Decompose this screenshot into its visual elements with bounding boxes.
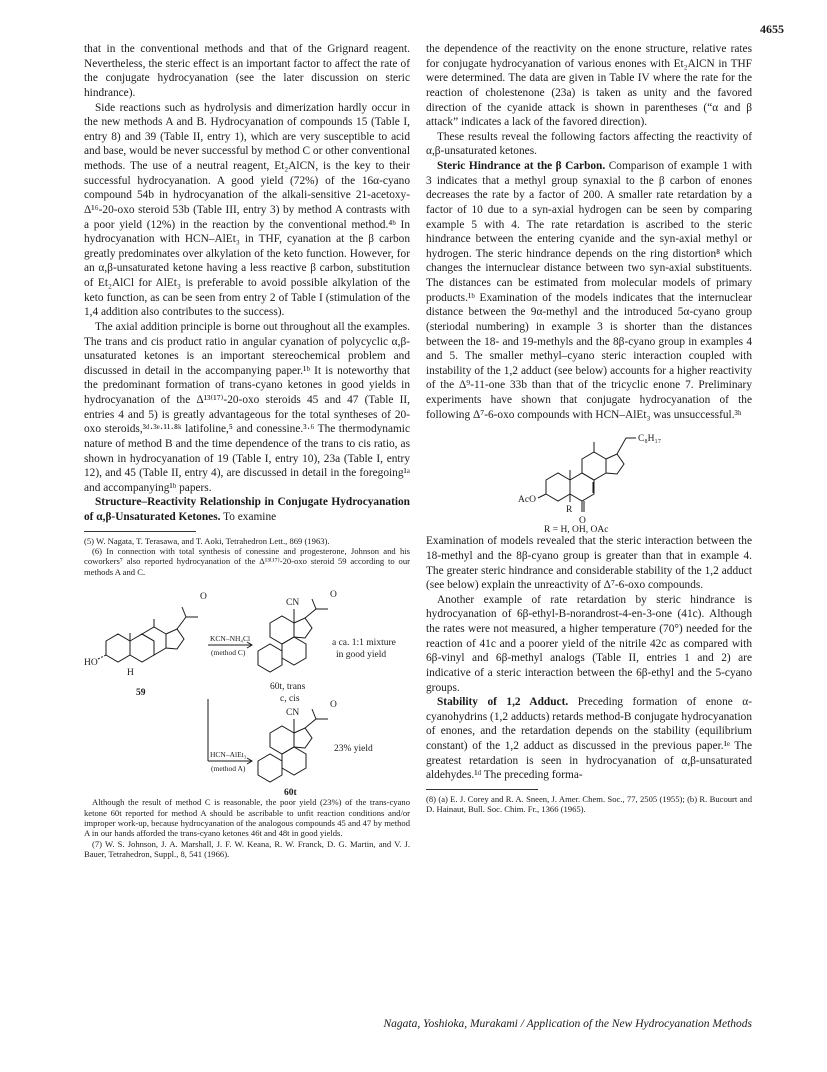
footnote-rule	[84, 531, 196, 532]
method-a-label: (method A)	[211, 764, 246, 774]
result-2-yield: 23% yield	[334, 744, 373, 755]
scheme-note: Although the result of method C is reasonable, the poor yield (23%) of the trans-cyano ketone 60t reported for method A should be ascribable to unfit reaction conditions and/or improper work-up, because hydrocyanation of the analogous compounds 45 and 47 by method A in our hands afforded the trans-cyano ketones 46t and 48t in good yields.	[84, 797, 410, 839]
right-paragraph-3: Comparison of example 1 with 3 indicates that a methyl group synaxial to the β carbon of enones decreases the rate by a factor of 200. A smaller rate retardation by a factor of 10 due to a syn-axial hydrogen can be seen by comparing example 5 with 4. The rate retardation is ascribed to the steric hindrance between the entering cyanide and the syn-axial methyl or hydrogen. The steric hindrance depends on the ring distortion⁸ which changes the internuclear distance between two syn-axial substituents. The distances can be estimated from molecular models of primary products.¹ᵇ Examination of the models indicates that the internuclear distance between the 9α-methyl and the introduced 5α-cyano group (steriodal numbering) in example 3 is shorter than the distances between the 18- and 19-methyls and the 8β-cyano group in examples 4 and 5. The smaller methyl–cyano steric interaction coupled with instability of the 1,2 adduct (see below) accounts for a higher reactivity of the Δ⁹-11-one 33b than that of the tricyclic enone 7. Preliminary experiments have shown that conjugate hydrocyanation of the following Δ⁷-6-oxo compounds with HCN–AlEt₃ was unsuccessful.³ʰ	[426, 160, 752, 421]
footnote-8: (8) (a) E. J. Corey and R. A. Sneen, J. Amer. Chem. Soc., 77, 2505 (1955); (b) R. Bucourt and D. Hainaut, Bull. Soc. Chim. Fr., 1366 (1965).	[426, 793, 752, 815]
right-paragraph-5: Another example of rate retardation by steric hindrance is hydrocyanation of 6β-ethyl-B-norandrost-4-en-3-one (41c). Although the rates were not measured, a higher temperature (70°) needed for the reaction of 41c and a poorer yield of the nitrile 42c as compared with 6β-vinyl and 6β-methyl analogs (Table II, entries 1 and 2) are indicative of a steric interaction between the 6β-ethyl and the 5-cyano groups.	[426, 593, 752, 694]
right-paragraph-6: Preceding formation of enone α-cyanohydrins (1,2 adducts) retards method-B conjugate hydrocyanation of enones, and the retardation depends on the stability (equilibrium constant) of the 1,2 adduct as discussed in the previous paper.¹ᵉ The greatest retardation is seen in hydrocyanation of α,β-unsaturated aldehydes.¹ᵈ The preceding forma-	[426, 696, 752, 782]
right-paragraph-2: These results reveal the following factors affecting the reactivity of α,β-unsaturated ketones.	[426, 130, 752, 158]
result-1-line-2: in good yield	[336, 650, 387, 661]
right-paragraph-4: Examination of models revealed that the steric interaction between the 18-methyl and the 8β-cyano group is greater than that in example 4. The greater steric hindrance and considerable stability of the 1,2 adduct (see below) explain the unreactivity of Δ⁷-6-oxo compounds.	[426, 535, 752, 592]
steroid-59-structure	[98, 607, 198, 662]
right-paragraph-1: the dependence of the reactivity on the enone structure, relative rates for conjugate hydrocyanation of various enones with Et₂AlCN in THF were determined. The data are given in Table IV where the rate for the reaction of cholestenone (23a) is taken as unity and the favored direction of the cyanide attack is shown in parentheses (“α and β attack” indicates a lack of the favored direction).	[426, 43, 752, 129]
label-o-ketone: O	[579, 516, 586, 527]
label-o-59: O	[200, 592, 207, 603]
compound-60-trans-label: 60t, trans	[270, 682, 306, 693]
compound-60t-label: 60t	[284, 788, 297, 798]
label-r: R	[566, 505, 573, 516]
footnote-6: (6) In connection with total synthesis of conessine and progesterone, Johnson and his coworkers⁷ also reported hydrocyanation of the Δ¹³⁽¹⁷⁾-20-oxo steroid 59 according to our methods A and C.	[84, 546, 410, 577]
label-c8h17: C₈H₁₇	[638, 434, 662, 445]
left-heading-paragraph	[84, 495, 410, 524]
label-aco: AcO	[518, 495, 536, 506]
section-heading-steric-hindrance: Steric Hindrance at the β Carbon.	[437, 160, 606, 172]
product-60-structure	[258, 599, 328, 672]
label-cn-product-2: CN	[286, 708, 300, 719]
left-paragraph-3: The axial addition principle is borne out throughout all the examples. The trans and cis product ratio in angular cyanation of polycyclic α,β-unsaturated ketones is an important stereochemical problem and discussed in detail in the accompanying paper.¹ᵇ It is noteworthy that the predominant formation of trans-cyano ketones in good yields in hydrocyanation of the Δ¹³⁽¹⁷⁾-20-oxo steroids 45 and 47 (Table II, entries 4 and 5) is greatly advantageous for the total syntheses of 20-oxo steroids,³ᵈ·³ᵉ·¹¹·⁸ᵏ latifoline,⁵ and conessine.³·⁶ The thermodynamic nature of method B and the time dependence of the trans to cis ratio, as shown in hydrocyanation of 19 (Table I, entry 10), 23a (Table I, entry 12), and 45 (Table II, entry 4), are discussed in detail in the foregoing¹ᵃ and accompanying¹ᵇ papers.	[84, 320, 410, 494]
page-footer: Nagata, Yoshioka, Murakami / Application of the New Hydrocyanation Methods	[383, 1018, 752, 1030]
delta7-6-oxo-structure	[426, 422, 752, 534]
product-60t-structure	[258, 709, 328, 782]
label-o-product-1: O	[330, 590, 337, 601]
reagent-hcn-alet3: HCN–AlEt₃	[210, 750, 247, 760]
result-1-line-1: a ca. 1:1 mixture	[332, 638, 396, 649]
left-paragraph-2: Side reactions such as hydrolysis and dimerization hardly occur in the new methods A and B. Hydrocyanation of compounds 15 (Table I, entry 8) and 39 (Table II, entry 1), which are very susceptible to acid and base, would be never successful by method C or other conventional methods. The use of a neutral reagent, Et₂AlCN, is the key to their successful hydrocyanation. A good yield (72%) of the 16α-cyano compound 54b in hydrocyanation of the alkali-sensitive 21-acetoxy-Δ¹⁶-20-oxo steroid 53b (Table III, entry 3) by method A contrasts with a poor yield (12%) in the reaction by the conventional method.⁴ᵇ In hydrocyanation with HCN–AlEt₃ in THF, cyanation at the β carbon greatly predominates over alkylation of the keto function. However, for an α,β-unsaturated ketone having a less reactive β carbon, substitution of Et₂AlCl for AlEt₃ is preferable to avoid possible alkylation of the keto function, as can be seen from entry 2 of Table I (stimulation of the 1,4 addition also contributes to the success).	[84, 101, 410, 319]
reagent-kcn-nh4cl: KCN–NH₄Cl	[210, 634, 251, 644]
right-heading-paragraph-1	[426, 159, 752, 422]
label-cn-product-1: CN	[286, 598, 300, 609]
section-heading-structure-reactivity: Structure–Reactivity Relationship in Conjugate Hydrocyanation of α,β-Unsaturated Ketones.	[84, 496, 410, 523]
heading-tail-text: To examine	[223, 511, 277, 523]
left-paragraph-1: that in the conventional methods and that of the Grignard reagent. Nevertheless, the steric effect is an important factor to affect the rate of the conjugate hydrocyanation (see the later discussion on steric hindrance).	[84, 43, 410, 99]
footnote-7: (7) W. S. Johnson, J. A. Marshall, J. F. W. Keana, R. W. Franck, D. G. Martin, and V. J. Bauer, Tetrahedron, Suppl., 8, 541 (1966).	[84, 838, 410, 860]
label-o-product-2: O	[330, 700, 337, 711]
footnote-5: (5) W. Nagata, T. Terasawa, and T. Aoki, Tetrahedron Lett., 869 (1963).	[84, 535, 330, 546]
compound-60-cis-label: c, cis	[280, 694, 300, 705]
reaction-scheme	[84, 579, 410, 797]
footnote-rule-right	[426, 789, 538, 790]
compound-59-label: 59	[136, 688, 146, 699]
label-ho: HO	[84, 658, 98, 669]
method-c-label: (method C)	[211, 648, 246, 658]
page-number: 4655	[760, 22, 784, 36]
right-column	[426, 42, 752, 815]
left-column	[84, 42, 410, 860]
label-h: H	[127, 668, 134, 679]
right-heading-paragraph-2	[426, 695, 752, 783]
section-heading-stability: Stability of 1,2 Adduct.	[437, 696, 569, 709]
r-substituent-caption: R = H, OH, OAc	[544, 525, 609, 535]
